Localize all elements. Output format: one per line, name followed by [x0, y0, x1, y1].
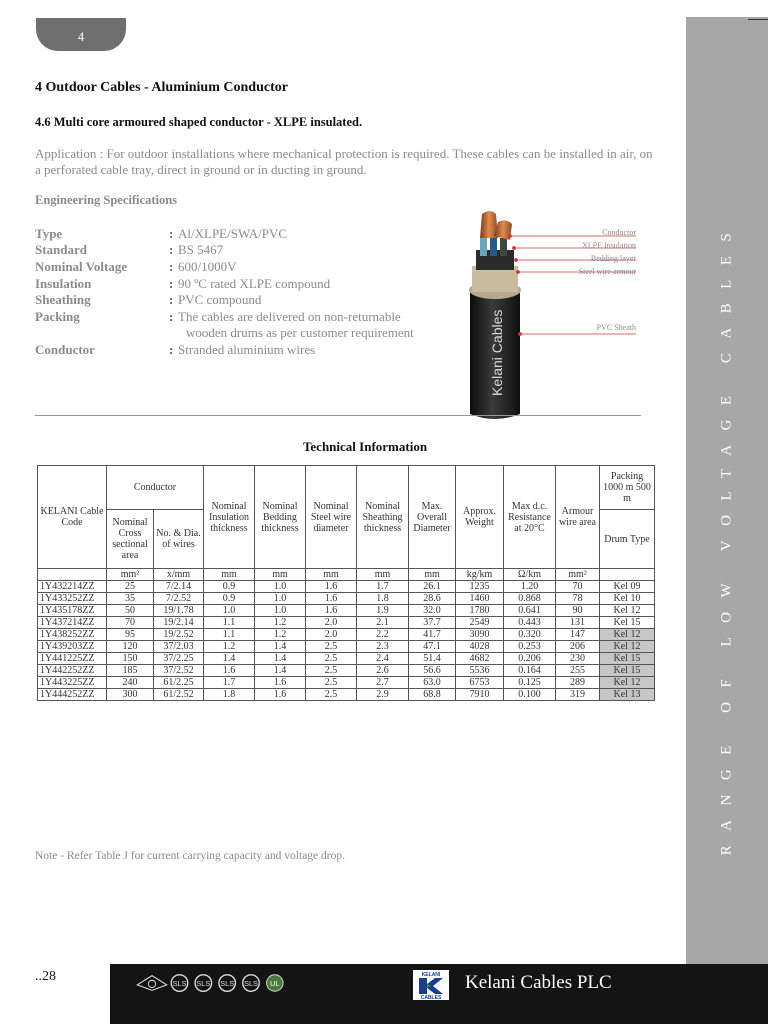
header-packing: Packing 1000 m 500 m: [600, 466, 655, 510]
header-insulation: Nominal Insulation thickness: [204, 466, 255, 569]
table-cell-wires: 19/1.78: [154, 605, 204, 617]
svg-text:UL: UL: [270, 978, 280, 988]
spec-value: Stranded aluminium wires: [178, 342, 316, 357]
table-cell-res: 0.443: [504, 617, 556, 629]
table-cell-sheath: 1.8: [357, 593, 409, 605]
svg-text:SLS: SLS: [244, 978, 258, 988]
table-cell-wire: 2.0: [306, 617, 357, 629]
table-cell-sheath: 2.7: [357, 677, 409, 689]
table-cell-res: 0.253: [504, 641, 556, 653]
page-tab-number: 4: [77, 29, 85, 44]
table-cell-sheath: 2.2: [357, 629, 409, 641]
table-cell-code: 1Y438252ZZ: [38, 629, 107, 641]
table-row: [38, 689, 655, 701]
table-cell-ins: 1.1: [204, 617, 255, 629]
spec-label: Insulation: [35, 276, 92, 291]
company-name: Kelani Cables PLC: [465, 972, 612, 993]
table-cell-bed: 1.4: [255, 641, 306, 653]
table-cell-code: 1Y433252ZZ: [38, 593, 107, 605]
table-cell-weight: 6753: [456, 677, 504, 689]
table-cell-drum: Kel 12: [600, 605, 655, 617]
spec-label: Conductor: [35, 342, 95, 357]
certification-marks: [128, 972, 308, 994]
header-steel-wire: Nominal Steel wire diameter: [306, 466, 357, 569]
table-cell-ins: 0.9: [204, 581, 255, 593]
table-cell-weight: 4682: [456, 653, 504, 665]
table-cell-wire: 2.5: [306, 665, 357, 677]
table-cell-drum: Kel 12: [600, 641, 655, 653]
table-cell-wire: 2.5: [306, 689, 357, 701]
table-cell-code: 1Y432214ZZ: [38, 581, 107, 593]
table-cell-sheath: 2.1: [357, 617, 409, 629]
side-band: [686, 17, 768, 964]
cable-cross-section-image: [440, 208, 650, 424]
ul-mark-icon: [267, 975, 284, 992]
table-cell-od: 37.7: [409, 617, 456, 629]
table-cell-armour: 70: [556, 581, 600, 593]
table-cell-weight: 1235: [456, 581, 504, 593]
table-cell-drum: Kel 12: [600, 677, 655, 689]
unit-cell: x/mm: [154, 569, 204, 581]
table-row: [38, 665, 655, 677]
unit-cell: mm: [255, 569, 306, 581]
table-cell-armour: 131: [556, 617, 600, 629]
conductor-label: Conductor: [602, 228, 636, 237]
cable-print-text: Kelani Cables: [489, 309, 505, 396]
kelani-cables-logo: [413, 970, 449, 1000]
spec-value: 90 ºC rated XLPE compound: [178, 276, 331, 291]
xlpe-insulation-shape: [500, 238, 507, 256]
table-cell-od: 68.8: [409, 689, 456, 701]
table-cell-armour: 289: [556, 677, 600, 689]
table-cell-res: 0.320: [504, 629, 556, 641]
table-cell-sheath: 1.7: [357, 581, 409, 593]
table-cell-area: 35: [107, 593, 154, 605]
table-cell-od: 51.4: [409, 653, 456, 665]
table-cell-code: 1Y442252ZZ: [38, 665, 107, 677]
table-row: [38, 653, 655, 665]
side-title: RANGE OF LOW VOLTAGE CABLES: [718, 218, 735, 856]
table-cell-od: 41.7: [409, 629, 456, 641]
header-sheathing: Nominal Sheathing thickness: [357, 466, 409, 569]
unit-cell: mm: [306, 569, 357, 581]
table-cell-res: 0.125: [504, 677, 556, 689]
unit-cell: mm: [204, 569, 255, 581]
table-cell-wires: 7/2.52: [154, 593, 204, 605]
sls-mark-icon: [219, 975, 236, 992]
table-cell-od: 56.6: [409, 665, 456, 677]
footer: [0, 964, 768, 1024]
table-cell-res: 0.100: [504, 689, 556, 701]
table-cell-od: 47.1: [409, 641, 456, 653]
pvc-sheath-label: PVC Sheath: [596, 323, 636, 332]
table-row: [38, 605, 655, 617]
spec-label: Packing: [35, 309, 80, 324]
table-cell-wire: 2.5: [306, 641, 357, 653]
table-cell-sheath: 2.9: [357, 689, 409, 701]
spec-label: Nominal Voltage: [35, 259, 128, 274]
spec-value: Al/XLPE/SWA/PVC: [178, 226, 288, 241]
svg-text:SLS: SLS: [220, 978, 235, 988]
subsection-title: 4.6 Multi core armoured shaped conductor - XLPE insulated.: [35, 115, 363, 129]
table-cell-area: 185: [107, 665, 154, 677]
header-wires: No. & Dia. of wires: [154, 510, 204, 569]
table-cell-ins: 0.9: [204, 593, 255, 605]
unit-cell: mm²: [107, 569, 154, 581]
note-text: Note - Refer Table J for current carrying capacity and voltage drop.: [35, 850, 345, 862]
table-cell-weight: 3090: [456, 629, 504, 641]
spec-value: PVC compound: [178, 292, 262, 307]
table-cell-weight: 7910: [456, 689, 504, 701]
unit-cell: mm²: [556, 569, 600, 581]
horizontal-rule: [35, 415, 641, 416]
table-cell-wire: 2.5: [306, 653, 357, 665]
table-cell-drum: Kel 15: [600, 617, 655, 629]
table-cell-area: 95: [107, 629, 154, 641]
table-cell-wires: 37/2.52: [154, 665, 204, 677]
table-cell-drum: Kel 13: [600, 689, 655, 701]
table-cell-od: 63.0: [409, 677, 456, 689]
header-drum-type: Drum Type: [600, 510, 655, 569]
technical-table: [37, 465, 655, 701]
table-cell-wire: 2.0: [306, 629, 357, 641]
table-cell-wire: 2.5: [306, 677, 357, 689]
table-cell-bed: 1.2: [255, 617, 306, 629]
table-cell-ins: 1.7: [204, 677, 255, 689]
application-text: Application : For outdoor installations where mechanical protection is required. These cables can be installed in air, on a perforated cable tray, direct in ground or in ducting in ground.: [35, 146, 653, 177]
svg-text:SLS: SLS: [196, 978, 211, 988]
table-cell-ins: 1.8: [204, 689, 255, 701]
table-cell-armour: 147: [556, 629, 600, 641]
spec-value: 600/1000V: [178, 259, 237, 274]
table-cell-armour: 78: [556, 593, 600, 605]
table-cell-sheath: 2.3: [357, 641, 409, 653]
table-row: [38, 581, 655, 593]
table-cell-area: 120: [107, 641, 154, 653]
table-cell-res: 0.206: [504, 653, 556, 665]
header-overall-diameter: Max. Overall Diameter: [409, 466, 456, 569]
table-cell-area: 150: [107, 653, 154, 665]
table-cell-bed: 1.2: [255, 629, 306, 641]
technical-information-title: Technical Information: [302, 439, 428, 454]
spec-value: wooden drums as per customer requirement: [186, 325, 414, 340]
page-tab: [36, 18, 126, 51]
table-cell-weight: 2549: [456, 617, 504, 629]
table-cell-wires: 61/2.52: [154, 689, 204, 701]
table-cell-bed: 1.0: [255, 581, 306, 593]
table-cell-code: 1Y439203ZZ: [38, 641, 107, 653]
table-cell-res: 0.868: [504, 593, 556, 605]
table-cell-sheath: 2.4: [357, 653, 409, 665]
unit-cell: mm: [409, 569, 456, 581]
table-cell-wire: 1.6: [306, 581, 357, 593]
table-cell-wires: 19/2.14: [154, 617, 204, 629]
xlpe-insulation-shape: [490, 236, 497, 256]
table-row: [38, 617, 655, 629]
table-cell-wires: 19/2.52: [154, 629, 204, 641]
sls-mark-icon: [195, 975, 212, 992]
table-cell-wires: 61/2.25: [154, 677, 204, 689]
bedding-layer-label: Bedding layer: [590, 254, 636, 263]
table-cell-armour: 319: [556, 689, 600, 701]
table-cell-sheath: 1.9: [357, 605, 409, 617]
header-bedding: Nominal Bedding thickness: [255, 466, 306, 569]
svg-text:CABLES: CABLES: [420, 995, 442, 1000]
xlpe-insulation-label: XLPE Insulation: [582, 241, 636, 250]
svg-text:SLS: SLS: [172, 978, 187, 988]
table-cell-weight: 4028: [456, 641, 504, 653]
table-row: [38, 629, 655, 641]
section-title: 4 Outdoor Cables - Aluminium Conductor: [35, 80, 288, 95]
spec-value: The cables are delivered on non-returnable: [178, 309, 401, 324]
table-cell-area: 50: [107, 605, 154, 617]
table-row: [38, 593, 655, 605]
table-cell-drum: Kel 12: [600, 629, 655, 641]
header-weight: Approx. Weight: [456, 466, 504, 569]
table-cell-ins: 1.6: [204, 665, 255, 677]
table-cell-od: 28.6: [409, 593, 456, 605]
table-cell-sheath: 2.6: [357, 665, 409, 677]
spec-value: BS 5467: [178, 242, 224, 257]
table-row: [38, 641, 655, 653]
table-cell-drum: Kel 15: [600, 665, 655, 677]
page-number: ..28: [35, 969, 56, 984]
table-cell-od: 26.1: [409, 581, 456, 593]
spec-label: Sheathing: [35, 292, 91, 307]
table-cell-drum: Kel 15: [600, 653, 655, 665]
table-cell-weight: 1780: [456, 605, 504, 617]
table-cell-ins: 1.0: [204, 605, 255, 617]
sls-mark-icon: [171, 975, 188, 992]
table-cell-od: 32.0: [409, 605, 456, 617]
table-cell-bed: 1.4: [255, 653, 306, 665]
table-cell-code: 1Y444252ZZ: [38, 689, 107, 701]
unit-cell: kg/km: [456, 569, 504, 581]
xlpe-insulation-shape: [480, 238, 487, 256]
header-cross-section: Nominal Cross sectional area: [107, 510, 154, 569]
table-cell-ins: 1.1: [204, 629, 255, 641]
spec-label: Type: [35, 226, 63, 241]
header-armour-area: Armour wire area: [556, 466, 600, 569]
table-cell-res: 0.641: [504, 605, 556, 617]
table-cell-bed: 1.0: [255, 593, 306, 605]
svg-text:KELANI: KELANI: [421, 972, 441, 978]
table-cell-weight: 1460: [456, 593, 504, 605]
table-cell-armour: 230: [556, 653, 600, 665]
steel-wire-armour-label: Steel wire armour: [578, 267, 636, 276]
unit-cell: Ω/km: [504, 569, 556, 581]
certification-mark-icon: [137, 976, 166, 991]
table-cell-ins: 1.2: [204, 641, 255, 653]
spec-label: Standard: [35, 242, 88, 257]
table-row: [38, 677, 655, 689]
table-cell-code: 1Y441225ZZ: [38, 653, 107, 665]
table-cell-res: 1.20: [504, 581, 556, 593]
table-cell-area: 70: [107, 617, 154, 629]
table-cell-armour: 255: [556, 665, 600, 677]
table-cell-weight: 5536: [456, 665, 504, 677]
unit-cell: mm: [357, 569, 409, 581]
table-cell-drum: Kel 10: [600, 593, 655, 605]
table-cell-code: 1Y443225ZZ: [38, 677, 107, 689]
sls-mark-icon: [243, 975, 260, 992]
header-resistance: Max d.c. Resistance at 20°C: [504, 466, 556, 569]
table-cell-bed: 1.6: [255, 689, 306, 701]
table-cell-bed: 1.0: [255, 605, 306, 617]
table-cell-area: 25: [107, 581, 154, 593]
header-conductor: Conductor: [107, 466, 204, 510]
table-cell-wires: 37/2.25: [154, 653, 204, 665]
table-cell-drum: Kel 09: [600, 581, 655, 593]
table-cell-bed: 1.6: [255, 677, 306, 689]
table-cell-area: 240: [107, 677, 154, 689]
table-cell-wire: 1.6: [306, 593, 357, 605]
units-row: [38, 569, 655, 581]
header-cable-code: KELANI Cable Code: [38, 466, 107, 569]
table-cell-bed: 1.4: [255, 665, 306, 677]
table-cell-ins: 1.4: [204, 653, 255, 665]
table-cell-area: 300: [107, 689, 154, 701]
engineering-specifications-title: Engineering Specifications: [35, 193, 178, 207]
table-cell-armour: 206: [556, 641, 600, 653]
table-cell-code: 1Y437214ZZ: [38, 617, 107, 629]
table-cell-wires: 7/2.14: [154, 581, 204, 593]
table-cell-wire: 1.6: [306, 605, 357, 617]
table-cell-code: 1Y435178ZZ: [38, 605, 107, 617]
table-cell-res: 0.164: [504, 665, 556, 677]
table-cell-wires: 37/2.03: [154, 641, 204, 653]
table-cell-armour: 90: [556, 605, 600, 617]
